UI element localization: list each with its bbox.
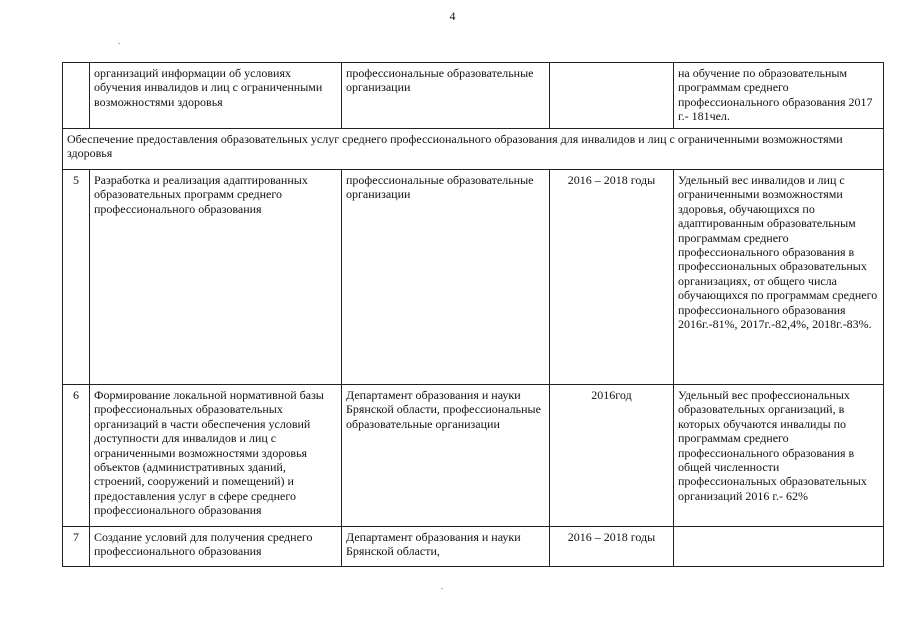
- table-row: [63, 63, 884, 129]
- row-number-cell: 6: [63, 385, 90, 527]
- section-row: [63, 129, 884, 170]
- section-heading: Обеспечение предоставления образовательных услуг среднего профессионального образования для инвалидов и лиц с ограниченными возможностями здоровья: [63, 129, 884, 170]
- table-row: [63, 385, 884, 527]
- executor-cell: профессиональные образовательные организации: [342, 63, 550, 129]
- executor-cell: профессиональные образовательные организации: [342, 170, 550, 385]
- table-row: [63, 170, 884, 385]
- row-number-cell: 7: [63, 527, 90, 567]
- measure-cell: Создание условий для получения среднего профессионального образования: [90, 527, 342, 567]
- indicator-cell: Удельный вес инвалидов и лиц с ограниченными возможностями здоровья, обучающихся по адаптированным образовательным программам среднего профессионального образования в профессиональных образовательных организациях, от общего числа обучающихся по программам среднего профессионального образования 2016г.-81%, 2017г.-82,4%, 2018г.-83%.: [674, 170, 884, 385]
- measures-table: [62, 62, 884, 567]
- scan-speck: [441, 588, 443, 589]
- measure-cell: Формирование локальной нормативной базы профессиональных образовательных организаций в части обеспечения условий доступности для инвалидов и лиц с ограниченными возможностями здоровья объектов (административных зданий, строений, сооружений и помещений) и предоставления услуг в сфере среднего профессионального образования: [90, 385, 342, 527]
- row-number-cell: [63, 63, 90, 129]
- measure-cell: Разработка и реализация адаптированных образовательных программ среднего профессионального образования: [90, 170, 342, 385]
- term-cell: [550, 63, 674, 129]
- page-number: 4: [449, 9, 456, 23]
- indicator-cell: [674, 527, 884, 567]
- term-cell: 2016 – 2018 годы: [550, 170, 674, 385]
- term-cell: 2016год: [550, 385, 674, 527]
- executor-cell: Департамент образования и науки Брянской области,: [342, 527, 550, 567]
- scan-speck: [118, 43, 120, 44]
- indicator-cell: Удельный вес профессиональных образовательных организаций, в которых обучаются инвалиды по программам среднего профессионального образования в общей численности профессиональных образовательных организаций 2016 г.- 62%: [674, 385, 884, 527]
- table-row: [63, 527, 884, 567]
- term-cell: 2016 – 2018 годы: [550, 527, 674, 567]
- measure-cell: организаций информации об условиях обучения инвалидов и лиц с ограниченными возможностями здоровья: [90, 63, 342, 129]
- row-number-cell: 5: [63, 170, 90, 385]
- executor-cell: Департамент образования и науки Брянской области, профессиональные образовательные организации: [342, 385, 550, 527]
- indicator-cell: на обучение по образовательным программам среднего профессионального образования 2017 г.- 181чел.: [674, 63, 884, 129]
